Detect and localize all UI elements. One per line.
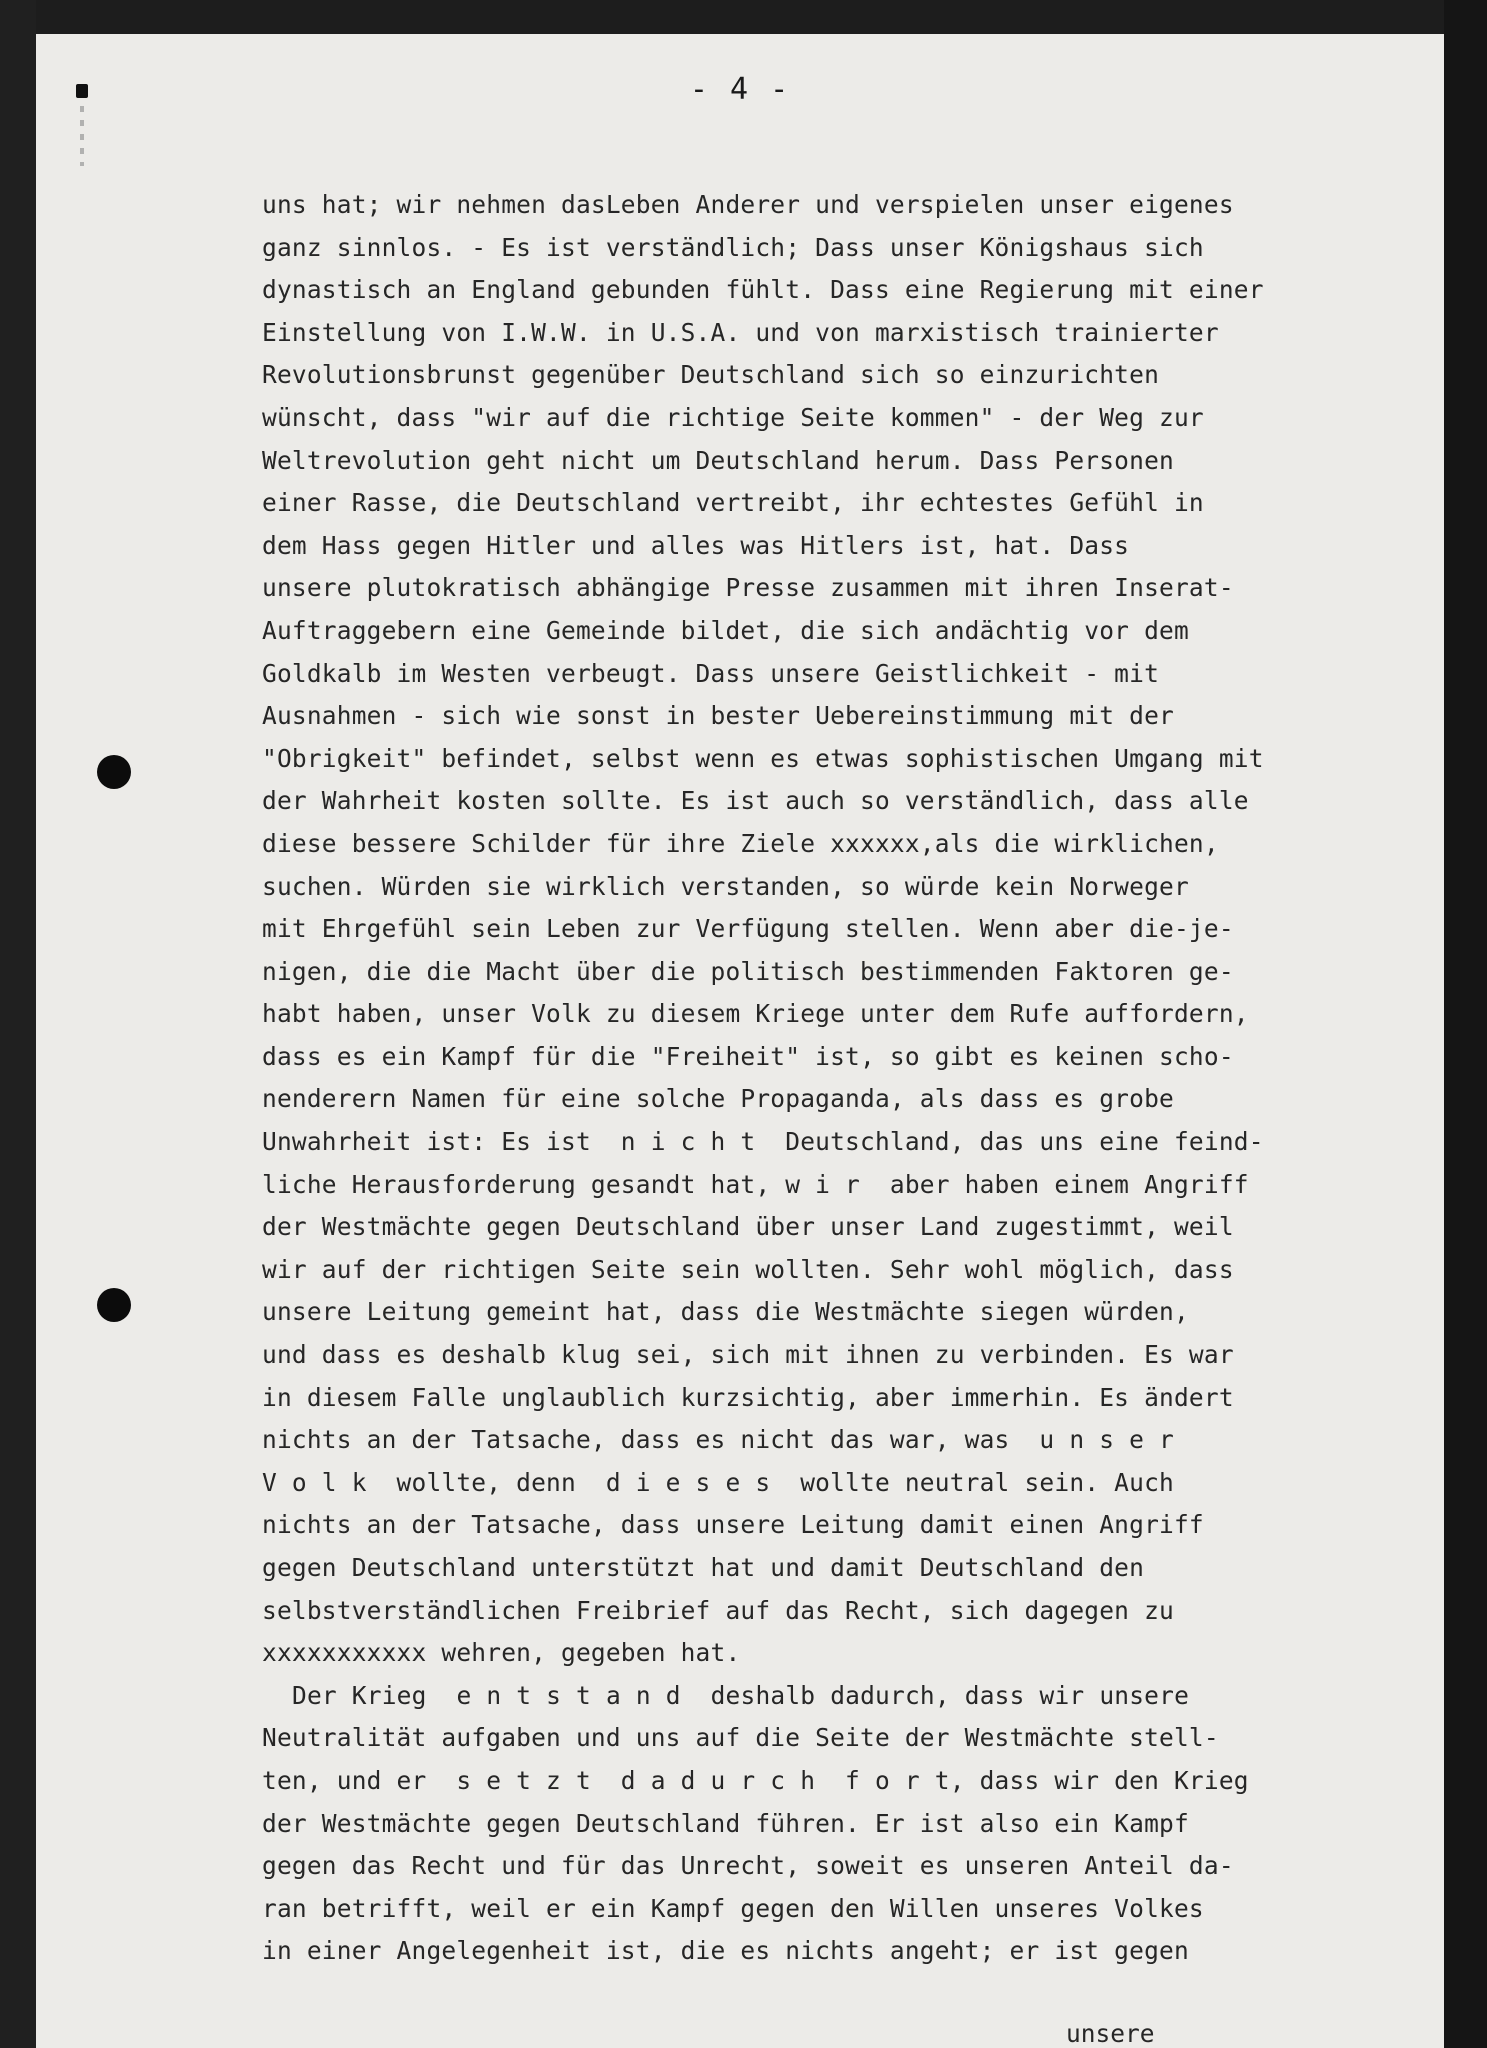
text-line: "Obrigkeit" befindet, selbst wenn es etwas sophistischen Umgang mit — [262, 743, 1264, 773]
text-line: der Wahrheit kosten sollte. Es ist auch so verständlich, dass alle — [262, 786, 1249, 816]
text-line: Auftraggebern eine Gemeinde bildet, die sich andächtig vor dem — [262, 615, 1189, 645]
text-line: V o l k wollte, denn d i e s e s wollte neutral sein. Auch — [262, 1467, 1174, 1497]
scan-border-top — [0, 0, 1487, 34]
text-line: nenderern Namen für eine solche Propaganda, als dass es grobe — [262, 1084, 1174, 1114]
text-line: Revolutionsbrunst gegenüber Deutschland sich so einzurichten — [262, 360, 1160, 390]
page-number: - 4 - — [689, 72, 791, 107]
text-line: in diesem Falle unglaublich kurzsichtig, aber immerhin. Es ändert — [262, 1382, 1234, 1412]
scan-border-left — [0, 0, 36, 2048]
text-line: gegen das Recht und für das Unrecht, soweit es unseren Anteil da- — [262, 1851, 1234, 1881]
text-line: mit Ehrgefühl sein Leben zur Verfügung stellen. Wenn aber die-je- — [262, 914, 1234, 944]
text-line: dynastisch an England gebunden fühlt. Dass eine Regierung mit einer — [262, 275, 1264, 305]
text-line: der Westmächte gegen Deutschland über unser Land zugestimmt, weil — [262, 1212, 1234, 1242]
text-line: ganz sinnlos. - Es ist verständlich; Dass unser Königshaus sich — [262, 232, 1204, 262]
text-line: Einstellung von I.W.W. in U.S.A. und von marxistisch trainierter — [262, 317, 1219, 347]
text-line: in einer Angelegenheit ist, die es nichts angeht; er ist gegen — [262, 1936, 1189, 1966]
typed-body-text — [262, 184, 1422, 1973]
text-line: wünscht, dass "wir auf die richtige Seite kommen" - der Weg zur — [262, 402, 1204, 432]
text-line: diese bessere Schilder für ihre Ziele xxxxxx,als die wirklichen, — [262, 828, 1219, 858]
punch-hole-lower — [97, 1288, 131, 1322]
catchword: unsere — [1066, 2019, 1155, 2048]
text-line: unsere plutokratisch abhängige Presse zusammen mit ihren Inserat- — [262, 573, 1234, 603]
text-line: ten, und er s e t z t d a d u r c h f o r t, dass wir den Krieg — [262, 1765, 1249, 1795]
text-line: unsere Leitung gemeint hat, dass die Westmächte siegen würden, — [262, 1297, 1189, 1327]
margin-mark — [80, 106, 84, 166]
text-line: dem Hass gegen Hitler und alles was Hitlers ist, hat. Dass — [262, 530, 1130, 560]
text-line-paragraph-start: Der Krieg e n t s t a n d deshalb dadurch, dass wir unsere — [292, 1680, 1190, 1710]
text-line: nichts an der Tatsache, dass unsere Leitung damit einen Angriff — [262, 1510, 1204, 1540]
text-line: Unwahrheit ist: Es ist n i c h t Deutschland, das uns eine feind- — [262, 1127, 1264, 1157]
text-line: Weltrevolution geht nicht um Deutschland herum. Dass Personen — [262, 445, 1174, 475]
text-line: gegen Deutschland unterstützt hat und damit Deutschland den — [262, 1553, 1145, 1582]
text-line: wir auf der richtigen Seite sein wollten. Sehr wohl möglich, dass — [262, 1254, 1234, 1284]
text-line: Ausnahmen - sich wie sonst in bester Uebereinstimmung mit der — [262, 701, 1174, 731]
text-line: dass es ein Kampf für die "Freiheit" ist, so gibt es keinen scho- — [262, 1041, 1234, 1071]
text-line: selbstverständlichen Freibrief auf das Recht, sich dagegen zu — [262, 1595, 1174, 1625]
text-line: habt haben, unser Volk zu diesem Kriege unter dem Rufe auffordern, — [262, 999, 1249, 1029]
text-line: Neutralität aufgaben und uns auf die Seite der Westmächte stell- — [262, 1723, 1219, 1753]
text-line: nigen, die die Macht über die politisch bestimmenden Faktoren ge- — [262, 956, 1234, 986]
text-line: Goldkalb im Westen verbeugt. Dass unsere Geistlichkeit - mit — [262, 658, 1160, 688]
text-line: einer Rasse, die Deutschland vertreibt, ihr echtestes Gefühl in — [262, 488, 1204, 518]
document-page — [36, 34, 1444, 2048]
text-line: ran betrifft, weil er ein Kampf gegen den Willen unseres Volkes — [262, 1893, 1204, 1923]
text-line: liche Herausforderung gesandt hat, w i r aber haben einem Angriff — [262, 1169, 1249, 1199]
scan-border-right — [1444, 0, 1487, 2048]
punch-hole-upper — [97, 755, 131, 789]
text-line: und dass es deshalb klug sei, sich mit ihnen zu verbinden. Es war — [262, 1340, 1234, 1370]
text-line: der Westmächte gegen Deutschland führen. Er ist also ein Kampf — [262, 1808, 1189, 1838]
text-line: suchen. Würden sie wirklich verstanden, so würde kein Norweger — [262, 871, 1189, 901]
text-line: uns hat; wir nehmen dasLeben Anderer und verspielen unser eigenes — [262, 190, 1234, 219]
text-line: nichts an der Tatsache, dass es nicht das war, was u n s e r — [262, 1425, 1174, 1455]
text-line: xxxxxxxxxxx wehren, gegeben hat. — [262, 1638, 741, 1668]
